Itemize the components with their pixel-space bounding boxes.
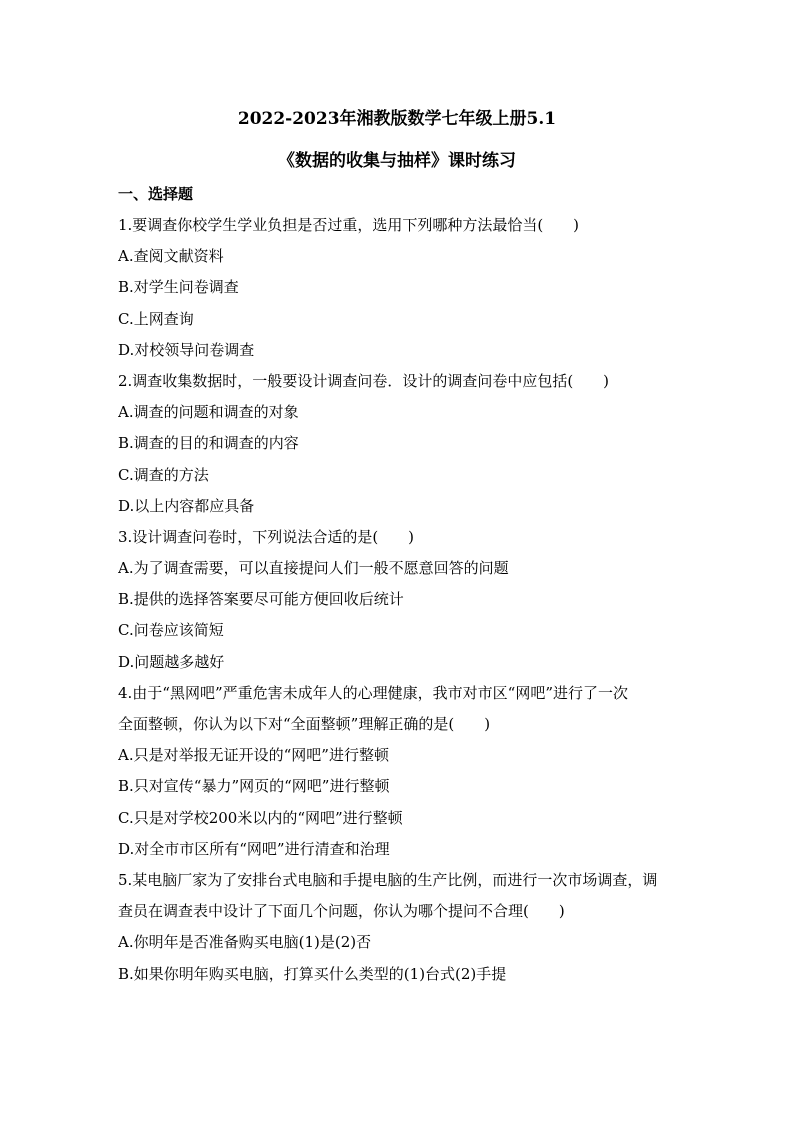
question-2-stem: 2.调查收集数据时，一般要设计调查问卷．设计的调查问卷中应包括( ): [118, 371, 610, 390]
question-4-option-a: A.只是对举报无证开设的“网吧”进行整顿: [118, 746, 389, 765]
question-2-option-b: B.调查的目的和调查的内容: [118, 434, 299, 453]
question-4-option-d: D.对全市市区所有“网吧”进行清查和治理: [118, 839, 390, 858]
question-4-stem-line1: 4.由于“黑网吧”严重危害未成年人的心理健康，我市对市区“网吧”进行了一次: [118, 683, 628, 702]
document-title-line2: 《数据的收集与抽样》课时练习: [278, 151, 516, 171]
question-list: [118, 210, 704, 990]
question-1-option-b: B.对学生问卷调查: [118, 278, 239, 297]
section-heading: 一、选择题: [118, 185, 194, 203]
question-3-stem: 3.设计调查问卷时，下列说法合适的是( ): [118, 527, 415, 546]
question-3-option-a: A.为了调查需要，可以直接提问人们一般不愿意回答的问题: [118, 559, 509, 578]
question-1-option-c: C.上网查询: [118, 309, 194, 328]
question-3-option-c: C.问卷应该简短: [118, 621, 224, 640]
question-3-option-b: B.提供的选择答案要尽可能方便回收后统计: [118, 590, 404, 609]
question-4-option-c: C.只是对学校200米以内的“网吧”进行整顿: [118, 808, 403, 827]
question-4-option-b: B.只对宣传“暴力”网页的“网吧”进行整顿: [118, 777, 390, 796]
question-5-option-a: A.你明年是否准备购买电脑(1)是(2)否: [118, 933, 372, 952]
question-2-option-c: C.调查的方法: [118, 465, 209, 484]
question-5-option-b: B.如果你明年购买电脑，打算买什么类型的(1)台式(2)手提: [118, 964, 507, 983]
document-title-line1: 2022-2023年湘教版数学七年级上册5.1: [237, 109, 557, 129]
question-5-stem-line1: 5.某电脑厂家为了安排台式电脑和手提电脑的生产比例，而进行一次市场调查，调: [118, 870, 658, 889]
question-3-option-d: D.问题越多越好: [118, 652, 225, 671]
question-1-option-a: A.查阅文献资料: [118, 247, 224, 266]
question-2-option-a: A.调查的问题和调查的对象: [118, 403, 299, 422]
question-5-stem-line2: 查员在调查表中设计了下面几个问题，你认为哪个提问不合理( ): [118, 902, 565, 921]
question-1-stem: 1.要调查你校学生学业负担是否过重，选用下列哪种方法最恰当( ): [118, 216, 580, 234]
question-4-stem-line2: 全面整顿，你认为以下对“全面整顿”理解正确的是( ): [118, 715, 491, 733]
question-2-option-d: D.以上内容都应具备: [118, 496, 255, 515]
question-1-option-d: D.对校领导问卷调查: [118, 340, 255, 359]
